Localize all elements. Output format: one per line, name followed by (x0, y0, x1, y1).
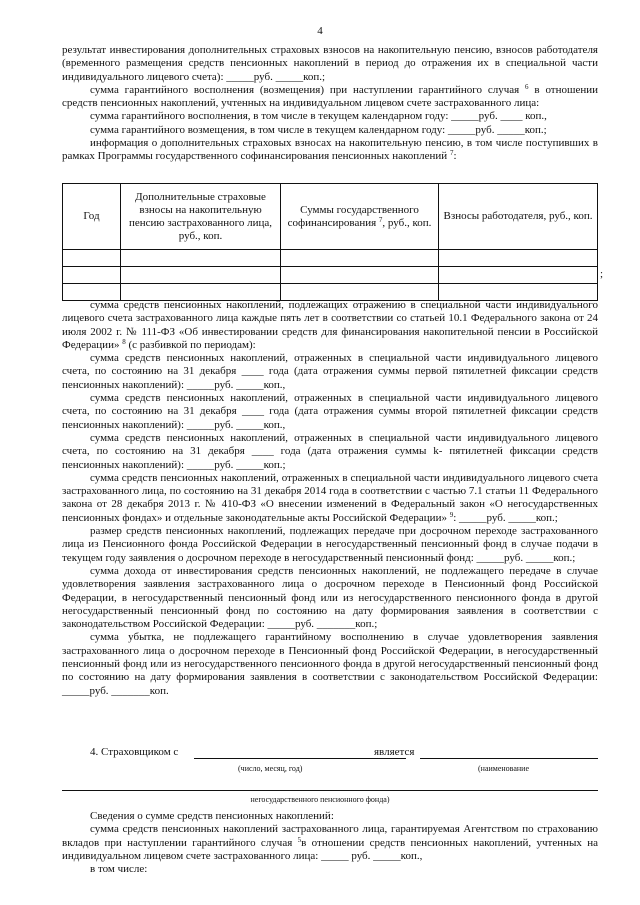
income-not-transferred-paragraph: сумма дохода от инвестирования средств пенсионных накоплений, не подлежащего передаче в случае удовлетворения заявления застрахованного лица о досрочном переходе в Пенсионный фонд Российской Федерации, в негосударственный пенсионный фонд или из негосударственного пенсионного фонда в другой негосударственный пенсионный фонд по состоянию на дату формирования заявления в соответствии с законодательством Российской Федерации: _____руб. _______коп.; (62, 564, 598, 631)
insurer-label: 4. Страховщиком с (90, 746, 179, 758)
footnote-6: 6 (525, 82, 529, 91)
middle-paragraphs (62, 299, 598, 698)
table-header-row (63, 184, 598, 250)
table-row (63, 250, 598, 267)
guarantee-text: сумма гарантийного восполнения (возмещения) при наступлении гарантийного случая (90, 83, 520, 96)
early-transfer-paragraph: размер средств пенсионных накоплений, подлежащих передаче при досрочном переходе застрахованного лица из Пенсионного фонда Российской Федерации в негосударственный пенсионный фонд в случае подачи в текущем году заявления о досрочном переходе в негосударственный пенсионный фонд: _____руб. _____коп.; (62, 525, 598, 564)
page-number: 4 (317, 25, 323, 37)
fund-name-field-line[interactable] (420, 746, 598, 759)
bottom-paragraphs (62, 810, 598, 876)
guarantee-tail: в отношении средств пенсионных накоплений, учтенных на индивидуальном лицевом счете застрахованного лица: (62, 83, 599, 110)
second-fixation-paragraph: сумма средств пенсионных накоплений, отраженных в специальной части индивидуального лицевого счета, по состоянию на 31 декабря ____ года (дата отражения суммы второй пятилетней фиксации средств пенсионных накоплений): _____руб. _____коп., (62, 392, 598, 431)
caption-name: (наименование (478, 764, 530, 773)
footnote-5: 5 (297, 835, 302, 844)
table-end-mark: ; (600, 268, 604, 280)
header-employer: Взносы работодателя, руб., коп. (439, 184, 598, 250)
info-heading: Сведения о сумме средств пенсионных накоплений: (90, 810, 334, 822)
extra-contributions-paragraph: информация о дополнительных страховых взносах на накопительную пенсию, в том числе поступивших в рамках Программы государственного софинансирования пенсионных накоплений $^7$: (62, 137, 598, 163)
caption-fund: негосударственного пенсионного фонда) (250, 795, 390, 804)
header-cofinancing: Суммы государственного софинансирования $^7$, руб., коп. (281, 184, 439, 250)
header-extra-contributions: Дополнительные страховые взносы на накопительную пенсию застрахованного лица, руб., коп. (121, 184, 281, 250)
fixation-paragraph: сумма средств пенсионных накоплений, подлежащих отражению в специальной части индивидуального лицевого счета застрахованного лица каждые пять лет в соответствии со статьей 10.1 Федерального закона от 24 июля 2002 г. № 111-ФЗ «Об инвестировании средств для финансирования накопительной пенсии в Российской Федерации» $^8$ (с разбивкой по периодам): (62, 299, 598, 351)
investment-result-paragraph: результат инвестирования дополнительных страховых взносов на накопительную пенсию, взносов работодателя (временного размещения средств пенсионных накоплений в период до отражения их в специальной части индивидуального лицевого счета): _____руб. _____коп.; (62, 44, 598, 83)
loss-not-restored-paragraph: сумма убытка, не подлежащего гарантийному восполнению в случае удовлетворения заявления застрахованного лица о досрочном переходе в Пенсионный фонд Российской Федерации, в негосударственный пенсионный фонд или из негосударственного пенсионного фонда в другой негосударственный пенсионный фонд по состоянию на дату формирования заявления в соответствии с законодательством Российской Федерации: _____руб. _______коп. (62, 631, 598, 697)
is-word: является (374, 746, 415, 758)
footnote-7: 7 (449, 149, 454, 158)
header-year: Год (63, 184, 121, 250)
footnote-8: 8 (122, 337, 126, 346)
caption-date: (число, месяц, год) (238, 764, 303, 773)
table-row (63, 267, 598, 284)
k-fixation-paragraph: сумма средств пенсионных накоплений, отраженных в специальной части индивидуального лицевого счета, по состоянию на 31 декабря ____ года (дата отражения суммы k- пятилетней фиксации средств пенсионных накоплений): _____руб. _____коп.; (62, 431, 598, 471)
first-fixation-paragraph: сумма средств пенсионных накоплений, отраженных в специальной части индивидуального лицевого счета, по состоянию на 31 декабря ____ года (дата отражения суммы первой пятилетней фиксации средств пенсионных накоплений): _____руб. _____коп., (62, 352, 598, 391)
guaranteed-sum-paragraph: сумма средств пенсионных накоплений застрахованного лица, гарантируемая Агентством по страхованию вкладов при наступлении гарантийного случая $^5$в отношении средств пенсионных накоплений, учтенных на индивидуальном лицевом счете застрахованного лица: _____ руб. _____коп., (62, 823, 599, 862)
top-paragraphs (62, 44, 598, 164)
guarantee-refund-paragraph: сумма гарантийного возмещения, в том числе в текущем календарном году: _____руб. _____коп.; (90, 123, 547, 136)
insurer-line (62, 746, 602, 786)
table-row (63, 284, 598, 301)
footnote-9: 9 (449, 510, 454, 519)
contributions-table (62, 183, 598, 301)
guarantee-restore-paragraph: сумма гарантийного восполнения, в том числе в текущем календарном году: _____руб. ____ коп., (90, 110, 547, 123)
fund-name-continuation-line[interactable] (62, 790, 598, 791)
guarantee-paragraph (62, 84, 598, 111)
including-label: в том числе: (90, 863, 148, 876)
2014-paragraph: сумма средств пенсионных накоплений, отраженных в специальной части индивидуального лицевого счета застрахованного лица, по состоянию на 31 декабря 2014 года в соответствии с частью 7.1 статьи 11 Федерального закона от 28 декабря 2013 г. № 410-ФЗ «О внесении изменений в Федеральный закон «О негосударственных пенсионных фондах» и отдельные законодательные акты Российской Федерации» $^9$: _____руб. _____коп.; (62, 471, 598, 524)
extra-contributions-text: информация о дополнительных страховых взносах на накопительную пенсию, в том числе поступивших в рамках Программы государственного софинансирования пенсионных накоплений (62, 137, 598, 163)
